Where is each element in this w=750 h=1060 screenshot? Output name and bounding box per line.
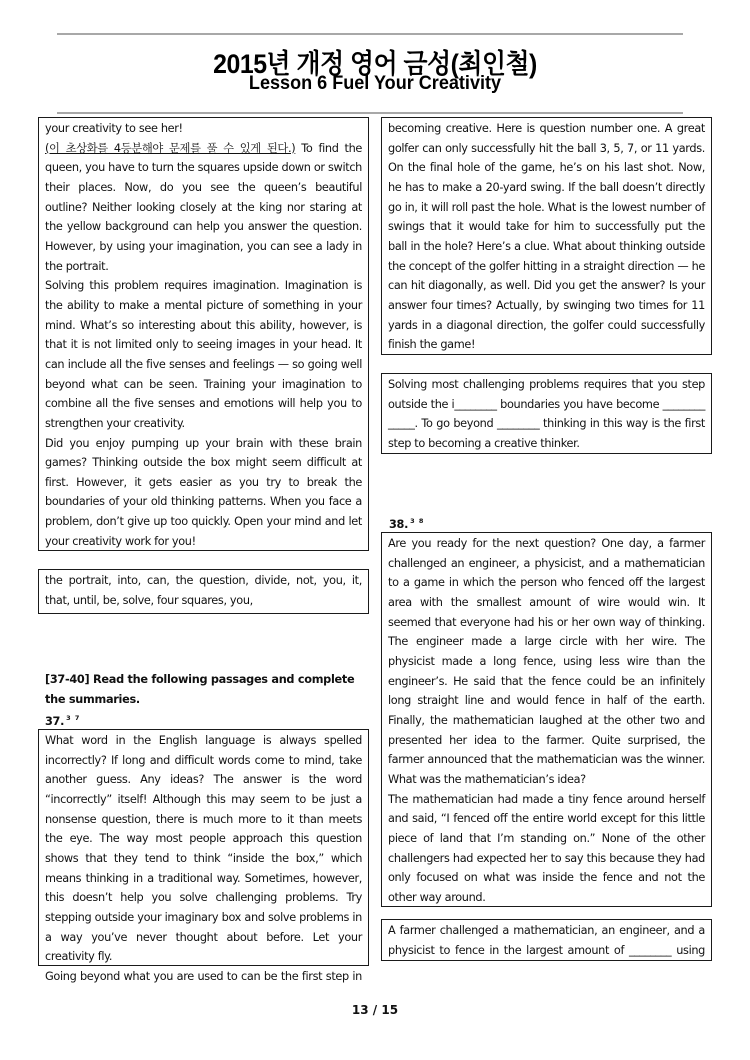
question-38-summary-text: A farmer challenged a mathematician, an engineer, and a physicist to fence in the largest amount of ________ using bbox=[388, 924, 705, 957]
word-bank-text: the portrait, into, can, the question, divide, not, you, it, that, until, be, solve, four squares, you, bbox=[45, 574, 362, 607]
question-38-sup: 3 8 bbox=[410, 517, 425, 525]
question-37-passage-box bbox=[38, 729, 369, 983]
header-bottom-rule bbox=[57, 112, 683, 114]
paragraph-1-text: To find the queen, you have to turn the squares upside down or switch their places. Now, do you see the queen’s beautiful outline? Neither looking closely at the king nor staring at the yellow background can help you answer the question. However, by using your imagination, you can see a lady in the portrait. bbox=[45, 141, 363, 273]
section-instruction: [37-40] Read the following passages and complete the summaries. bbox=[45, 673, 355, 706]
question-38-number: 38. $^{3 8}$ bbox=[389, 517, 425, 531]
passage-paragraph-1 bbox=[45, 139, 362, 277]
passage-paragraph-2: Solving this problem requires imagination. Imagination is the ability to make a mental picture of something in your mind. What’s so interesting about this ability, however, is that it is not limited only to seeing images in your head. It can include all the five senses and feelings — so going well beyond what can be seen. Training your imagination to combine all the five senses and emotions will help you to strengthen your creativity. bbox=[45, 279, 362, 430]
word-bank-box bbox=[38, 569, 369, 614]
question-37-number: 37. $^{3 7}$ bbox=[45, 714, 81, 728]
question-37-sup: 3 7 bbox=[66, 714, 81, 722]
header-top-rule bbox=[57, 33, 683, 35]
korean-note: (이 초상화를 4등분해야 문제를 풀 수 있게 된다.) bbox=[45, 141, 296, 155]
lesson-subtitle: Lesson 6 Fuel Your Creativity bbox=[248, 73, 502, 94]
question-37-continued-box bbox=[381, 117, 712, 355]
question-37-passage-last: Going beyond what you are used to can be the first step in bbox=[45, 969, 362, 983]
question-38-paragraph-1: Are you ready for the next question? One day, a farmer challenged an engineer, a physicist, and a mathematician to a game in which the person who fenced off the largest area with the smallest amount of wire would win. It seemed that everyone had his or her own way of thinking. The engineer made a large circle with her wire. The physicist made a long fence, using less wire than the engineer’s. He said that the fence could be an infinitely long straight line and would fence in half of the earth. Finally, the mathematician laughed at the other two and presented her idea to the farmer. Quite surprised, the farmer announced that the mathematician was the winner. What was the mathematician’s idea? bbox=[388, 537, 705, 786]
page-number: 13 / 15 bbox=[351, 1003, 399, 1017]
question-37-passage: What word in the English language is always spelled incorrectly? If long and difficult words come to mind, take another guess. Any ideas? The answer is the word “incorrectly” itself! Although this may seem to be just a nonsense question, there is much more to it than meets the eye. The way most people approach this question shows that they tend to think “inside the box,” which means thinking in a traditional way. Sometimes, however, this doesn’t help you solve challenging problems. Try stepping outside your imaginary box and solve problems in a way you’ve never thought about before. Let your creativity fly. bbox=[45, 734, 362, 964]
question-37-summary-box bbox=[381, 373, 712, 454]
passage-paragraph-3: Did you enjoy pumping up your brain with these brain games? Thinking outside the box might seem difficult at first. However, it gets easier as you try to break the boundaries of your old thinking patterns. When you face a problem, don’t give up too quickly. Open your mind and let your creativity work for you! bbox=[45, 436, 362, 548]
passage-line-1: your creativity to see her! bbox=[45, 122, 183, 135]
passage-continued-box bbox=[38, 117, 369, 551]
document-title: 2015년 개정 영어 금성(최인철) bbox=[213, 49, 537, 79]
question-38-paragraph-2: The mathematician had made a tiny fence around herself and said, “I fenced off the entire world except for this little piece of land that I’m standing on.” None of the other challengers had expected her to say this because they had only focused on what was inside the fence and not the other way around. bbox=[388, 792, 705, 904]
question-38-passage-box bbox=[381, 532, 712, 907]
question-37-summary-text: Solving most challenging problems requires that you step outside the i________ boundaries you have become ________ _____. To go beyond ________ thinking in this way is the first step to becoming a creative thinker. bbox=[388, 378, 705, 450]
question-37-continued-text: becoming creative. Here is question number one. A great golfer can only successfully hit the ball 3, 5, 7, or 11 yards. On the final hole of the game, he’s on his last shot. Now, he has to make a 20-yard swing. If the ball doesn’t directly go in, it will roll past the hole. What is the lowest number of swings that it would take for him to successfully put the ball in the hole? Here’s a clue. What about thinking outside the concept of the golfer hitting in a straight direction — he can hit diagonally, as well. Did you get the answer? Is your answer four times? Actually, by swinging two times for 11 yards in a diagonal direction, the golfer could successfully finish the game! bbox=[388, 122, 705, 352]
question-38-summary-box bbox=[381, 919, 712, 961]
